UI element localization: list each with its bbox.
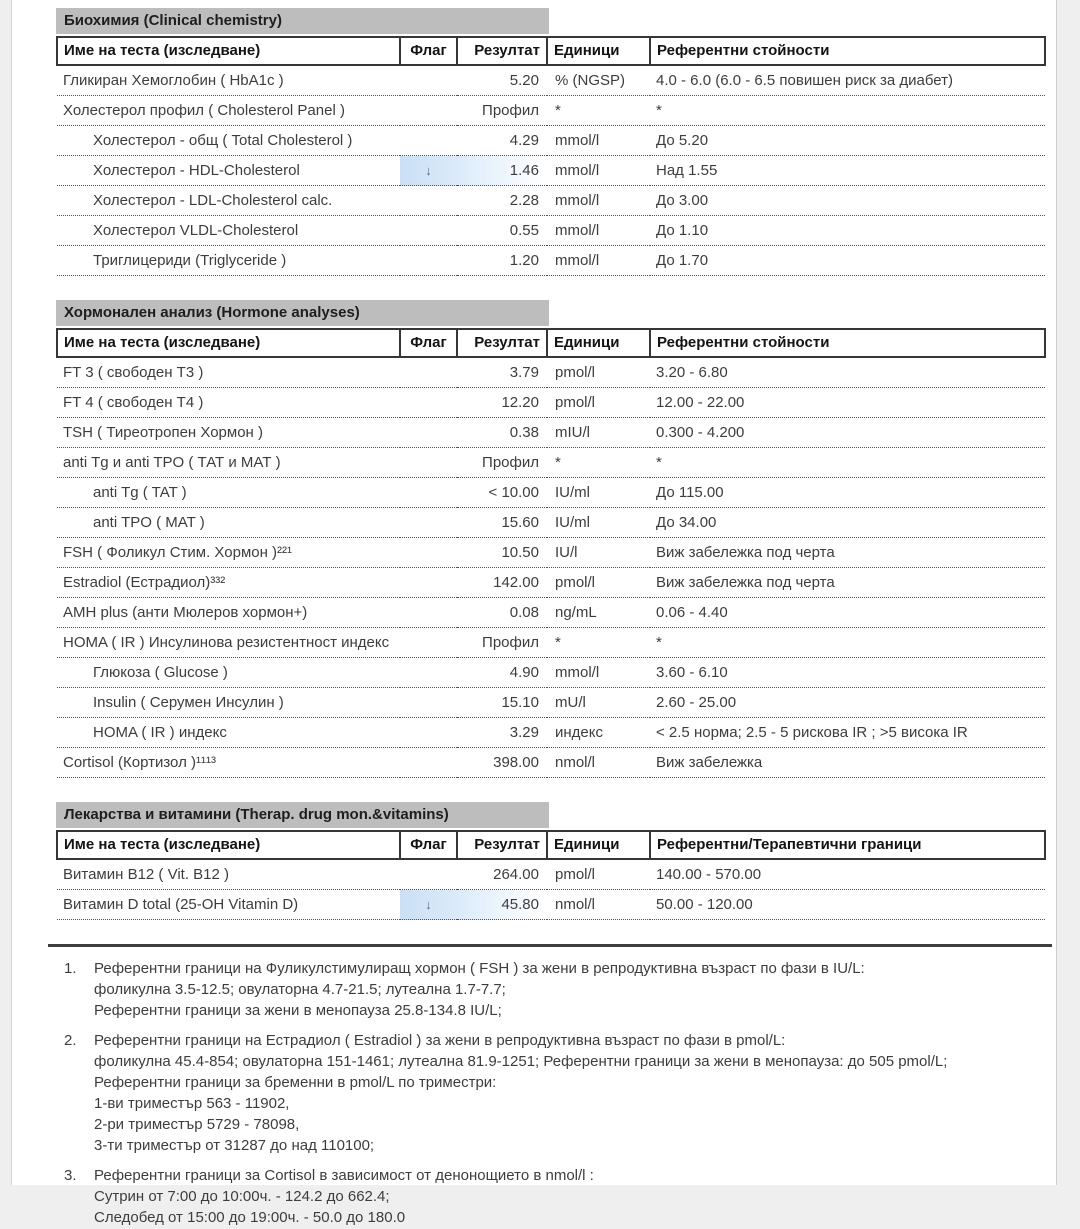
- result-cell: 0.08: [457, 598, 547, 628]
- table-row: [57, 538, 1045, 568]
- lab-report-page: [11, 0, 1057, 1226]
- reference-cell: 3.20 - 6.80: [650, 357, 1045, 388]
- table-row: [57, 418, 1045, 448]
- units-cell: nmol/l: [547, 890, 650, 920]
- reference-cell: До 1.10: [650, 216, 1045, 246]
- test-name-cell: anti Tg и anti TPO ( ТАТ и МАТ ): [57, 448, 400, 478]
- units-cell: индекс: [547, 718, 650, 748]
- low-result-arrow-icon: ↓: [425, 897, 432, 912]
- footnote-line: Референтни граници на Фуликулстимулиращ хормон ( FSH ) за жени в репродуктивна възраст по фази в IU/L:: [94, 960, 865, 977]
- result-cell: 5.20: [457, 65, 547, 96]
- reference-cell: Над 1.55: [650, 156, 1045, 186]
- section-title: Хормонален анализ (Hormone analyses): [56, 300, 549, 326]
- test-name-cell: Глюкоза ( Glucose ): [57, 658, 400, 688]
- table-row: [57, 718, 1045, 748]
- reference-cell: *: [650, 96, 1045, 126]
- flag-cell: [400, 748, 457, 778]
- reference-cell: Виж забележка: [650, 748, 1045, 778]
- table-row: [57, 628, 1045, 658]
- test-name-cell: AMH plus (анти Мюлеров хормон+): [57, 598, 400, 628]
- footnote-line: Сутрин от 7:00 до 10:00ч. - 124.2 до 662.4;: [94, 1188, 390, 1205]
- test-name-cell: Холестерол - общ ( Total Cholesterol ): [57, 126, 400, 156]
- footnote-line: Референтни граници за бременни в pmol/L по триместри:: [94, 1074, 497, 1091]
- units-cell: mmol/l: [547, 658, 650, 688]
- table-row: [57, 156, 1045, 186]
- flag-cell: [400, 718, 457, 748]
- footnotes-divider: [48, 944, 1052, 947]
- units-cell: % (NGSP): [547, 65, 650, 96]
- units-cell: IU/ml: [547, 508, 650, 538]
- units-cell: *: [547, 628, 650, 658]
- column-header: Референтни/Терапевтични граници: [650, 831, 1045, 859]
- result-cell: 12.20: [457, 388, 547, 418]
- test-name-cell: FT 3 ( свободен T3 ): [57, 357, 400, 388]
- column-header: Единици: [547, 329, 650, 357]
- units-cell: mmol/l: [547, 156, 650, 186]
- results-table: [56, 830, 1046, 920]
- result-cell: 3.29: [457, 718, 547, 748]
- reference-cell: 0.300 - 4.200: [650, 418, 1045, 448]
- test-name-cell: anti TPO ( MAT ): [57, 508, 400, 538]
- column-header: Резултат: [457, 37, 547, 65]
- table-row: [57, 598, 1045, 628]
- units-cell: pmol/l: [547, 859, 650, 890]
- result-cell: 45.80: [457, 890, 547, 920]
- reference-cell: Виж забележка под черта: [650, 538, 1045, 568]
- column-header: Единици: [547, 37, 650, 65]
- column-header: Единици: [547, 831, 650, 859]
- flag-cell: [400, 628, 457, 658]
- table-row: [57, 890, 1045, 920]
- column-header: Флаг: [400, 831, 457, 859]
- footnote-number: 3.: [64, 1167, 77, 1184]
- table-header-row: [57, 37, 1045, 65]
- result-cell: 4.29: [457, 126, 547, 156]
- test-name-cell: Витамин D total (25-OH Vitamin D): [57, 890, 400, 920]
- test-name-cell: Холестерол профил ( Cholesterol Panel ): [57, 96, 400, 126]
- reference-cell: Виж забележка под черта: [650, 568, 1045, 598]
- units-cell: pmol/l: [547, 357, 650, 388]
- result-cell: 1.20: [457, 246, 547, 276]
- test-name-cell: Витамин B12 ( Vit. B12 ): [57, 859, 400, 890]
- reference-cell: 3.60 - 6.10: [650, 658, 1045, 688]
- footnotes-list: [64, 959, 1043, 1229]
- flag-cell: [400, 478, 457, 508]
- result-cell: 15.60: [457, 508, 547, 538]
- test-name-cell: HOMA ( IR ) Инсулинова резистентност индекс: [57, 628, 400, 658]
- reference-cell: < 2.5 норма; 2.5 - 5 рискова IR ; >5 висока IR: [650, 718, 1045, 748]
- units-cell: IU/l: [547, 538, 650, 568]
- reference-cell: До 3.00: [650, 186, 1045, 216]
- flag-cell: [400, 96, 457, 126]
- result-cell: < 10.00: [457, 478, 547, 508]
- footnote-line: фоликулна 3.5-12.5; овулаторна 4.7-21.5; лутеална 1.7-7.7;: [94, 981, 506, 998]
- result-cell: Профил: [457, 448, 547, 478]
- reference-cell: 12.00 - 22.00: [650, 388, 1045, 418]
- section-hormones: [56, 300, 1043, 778]
- flag-cell: [400, 688, 457, 718]
- result-cell: 264.00: [457, 859, 547, 890]
- table-row: [57, 96, 1045, 126]
- reference-cell: 0.06 - 4.40: [650, 598, 1045, 628]
- table-row: [57, 508, 1045, 538]
- units-cell: *: [547, 96, 650, 126]
- table-row: [57, 388, 1045, 418]
- column-header: Име на теста (изследване): [57, 329, 400, 357]
- flag-cell: [400, 568, 457, 598]
- units-cell: mmol/l: [547, 126, 650, 156]
- footnote-line: фоликулна 45.4-854; овулаторна 151-1461; лутеална 81.9-1251; Референтни граници за жени в менопауза: до 505 pmol/L;: [94, 1053, 948, 1070]
- column-header: Референтни стойности: [650, 37, 1045, 65]
- low-result-arrow-icon: ↓: [425, 163, 432, 178]
- table-row: [57, 478, 1045, 508]
- units-cell: pmol/l: [547, 568, 650, 598]
- test-name-cell: Cortisol (Кортизол )¹¹¹³: [57, 748, 400, 778]
- column-header: Флаг: [400, 329, 457, 357]
- sections-container: [56, 8, 1043, 920]
- units-cell: nmol/l: [547, 748, 650, 778]
- table-header-row: [57, 831, 1045, 859]
- flag-cell: [400, 890, 457, 920]
- flag-cell: [400, 598, 457, 628]
- column-header: Име на теста (изследване): [57, 37, 400, 65]
- reference-cell: До 1.70: [650, 246, 1045, 276]
- flag-cell: [400, 418, 457, 448]
- test-name-cell: HOMA ( IR ) индекс: [57, 718, 400, 748]
- table-row: [57, 126, 1045, 156]
- table-row: [57, 65, 1045, 96]
- test-name-cell: FSH ( Фоликул Стим. Хормон )²²¹: [57, 538, 400, 568]
- units-cell: ng/mL: [547, 598, 650, 628]
- flag-cell: [400, 448, 457, 478]
- result-cell: 0.38: [457, 418, 547, 448]
- result-cell: 4.90: [457, 658, 547, 688]
- result-cell: 2.28: [457, 186, 547, 216]
- results-table: [56, 328, 1046, 778]
- column-header: Референтни стойности: [650, 329, 1045, 357]
- flag-cell: [400, 388, 457, 418]
- test-name-cell: Триглицериди (Triglyceride ): [57, 246, 400, 276]
- flag-cell: [400, 538, 457, 568]
- table-row: [57, 448, 1045, 478]
- column-header: Резултат: [457, 329, 547, 357]
- flag-cell: [400, 246, 457, 276]
- result-cell: 15.10: [457, 688, 547, 718]
- flag-cell: [400, 357, 457, 388]
- test-name-cell: anti Tg ( TAT ): [57, 478, 400, 508]
- reference-cell: 50.00 - 120.00: [650, 890, 1045, 920]
- footnote-item: [64, 1031, 1043, 1157]
- units-cell: mIU/l: [547, 418, 650, 448]
- table-row: [57, 658, 1045, 688]
- flag-cell: [400, 658, 457, 688]
- test-name-cell: Insulin ( Серумен Инсулин ): [57, 688, 400, 718]
- footnote-text: [94, 1166, 594, 1229]
- result-cell: 3.79: [457, 357, 547, 388]
- flag-cell: [400, 186, 457, 216]
- footnote-line: 1-ви триместър 563 - 11902,: [94, 1095, 290, 1112]
- table-row: [57, 859, 1045, 890]
- section-drugs-vitamins: [56, 802, 1043, 920]
- reference-cell: 140.00 - 570.00: [650, 859, 1045, 890]
- reference-cell: До 5.20: [650, 126, 1045, 156]
- units-cell: mU/l: [547, 688, 650, 718]
- table-row: [57, 688, 1045, 718]
- section-title: Лекарства и витамини (Therap. drug mon.&vitamins): [56, 802, 549, 828]
- footnote-line: Следобед от 15:00 до 19:00ч. - 50.0 до 180.0: [94, 1209, 406, 1226]
- flag-cell: [400, 156, 457, 186]
- test-name-cell: Холестерол VLDL-Cholesterol: [57, 216, 400, 246]
- footnote-item: [64, 1166, 1043, 1229]
- footnote-line: Референтни граници на Естрадиол ( Estradiol ) за жени в репродуктивна възраст по фази в pmol/L:: [94, 1032, 786, 1049]
- table-row: [57, 246, 1045, 276]
- result-cell: Профил: [457, 628, 547, 658]
- flag-cell: [400, 508, 457, 538]
- flag-cell: [400, 859, 457, 890]
- units-cell: *: [547, 448, 650, 478]
- reference-cell: *: [650, 628, 1045, 658]
- units-cell: pmol/l: [547, 388, 650, 418]
- reference-cell: *: [650, 448, 1045, 478]
- table-row: [57, 357, 1045, 388]
- result-cell: 142.00: [457, 568, 547, 598]
- units-cell: IU/ml: [547, 478, 650, 508]
- result-cell: 1.46: [457, 156, 547, 186]
- test-name-cell: Гликиран Хемоглобин ( HbA1c ): [57, 65, 400, 96]
- result-cell: Профил: [457, 96, 547, 126]
- table-row: [57, 216, 1045, 246]
- footnote-line: Референтни граници за Cortisol в зависимост от денонощието в nmol/l :: [94, 1167, 594, 1184]
- section-title: Биохимия (Clinical chemistry): [56, 8, 549, 34]
- table-row: [57, 186, 1045, 216]
- reference-cell: До 115.00: [650, 478, 1045, 508]
- column-header: Флаг: [400, 37, 457, 65]
- reference-cell: До 34.00: [650, 508, 1045, 538]
- units-cell: mmol/l: [547, 246, 650, 276]
- flag-cell: [400, 126, 457, 156]
- test-name-cell: TSH ( Тиреотропен Хормон ): [57, 418, 400, 448]
- test-name-cell: Холестерол - HDL-Cholesterol: [57, 156, 400, 186]
- reference-cell: 4.0 - 6.0 (6.0 - 6.5 повишен риск за диабет): [650, 65, 1045, 96]
- footnote-line: 3-ти триместър от 31287 до над 110100;: [94, 1137, 375, 1154]
- footnote-item: [64, 959, 1043, 1022]
- footnote-line: Референтни граници за жени в менопауза 25.8-134.8 IU/L;: [94, 1002, 502, 1019]
- units-cell: mmol/l: [547, 186, 650, 216]
- reference-cell: 2.60 - 25.00: [650, 688, 1045, 718]
- footnote-text: [94, 959, 865, 1022]
- result-cell: 0.55: [457, 216, 547, 246]
- column-header: Резултат: [457, 831, 547, 859]
- column-header: Име на теста (изследване): [57, 831, 400, 859]
- test-name-cell: Холестерол - LDL-Cholesterol calc.: [57, 186, 400, 216]
- test-name-cell: Estradiol (Естрадиол)³³²: [57, 568, 400, 598]
- table-header-row: [57, 329, 1045, 357]
- flag-cell: [400, 216, 457, 246]
- table-row: [57, 568, 1045, 598]
- footnote-line: 2-ри триместър 5729 - 78098,: [94, 1116, 300, 1133]
- section-biochemistry: [56, 8, 1043, 276]
- footnote-text: [94, 1031, 947, 1157]
- units-cell: mmol/l: [547, 216, 650, 246]
- flag-cell: [400, 65, 457, 96]
- footnote-number: 1.: [64, 960, 77, 977]
- results-table: [56, 36, 1046, 276]
- table-row: [57, 748, 1045, 778]
- footnote-number: 2.: [64, 1032, 77, 1049]
- result-cell: 398.00: [457, 748, 547, 778]
- test-name-cell: FT 4 ( свободен T4 ): [57, 388, 400, 418]
- result-cell: 10.50: [457, 538, 547, 568]
